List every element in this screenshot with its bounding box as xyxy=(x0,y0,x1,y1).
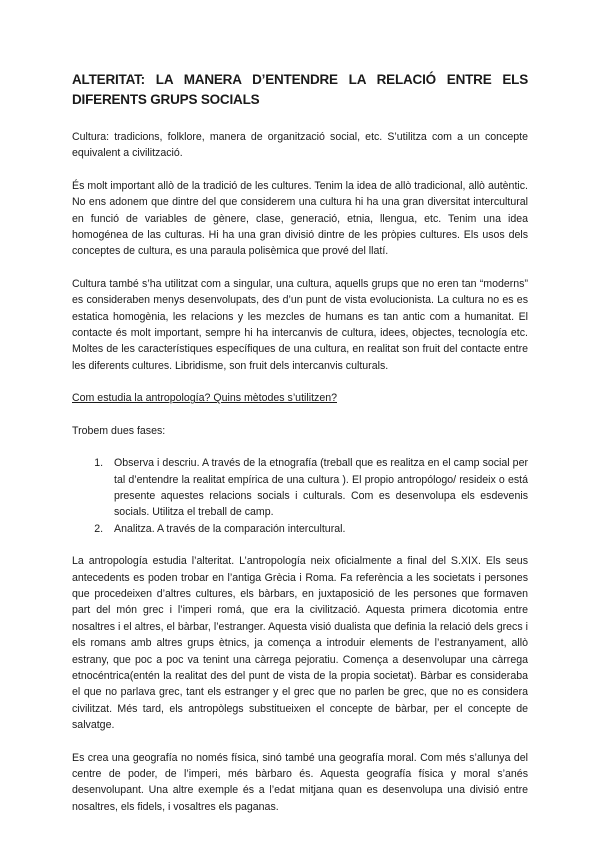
paragraph-phases-intro: Trobem dues fases: xyxy=(72,424,166,437)
spacer xyxy=(72,734,528,750)
document-title: ALTERITAT: LA MANERA D’ENTENDRE LA RELACIÓ ENTRE ELS DIFERENTS GRUPS SOCIALS xyxy=(72,72,528,107)
paragraph-culture-definition: Cultura: tradicions, folklore, manera de organització social, etc. S’utilitza com a un concepte equivalent a civilització. xyxy=(72,131,528,160)
paragraph-tradition: És molt important allò de la tradició de les cultures. Tenim la idea de allò tradicional, allò autèntic. No ens adonem que dintre del que considerem una cultura hi ha una gran diversitat intercultural en funció de variables de gènere, clase, generació, etnia, llengua, etc. Tenim una idea homogénea de las culturas. Hi ha una gran divisió dintre de les pròpies cultures. Els usos dels conceptes de cultura, es una paraula polisèmica que prové del llatí. xyxy=(72,179,528,258)
paragraph-alterity: La antropología estudia l’alteritat. L’antropología neix oficialmente a final del S.XIX. Els seus antecedents es poden trobar en l’antiga Grècia i Roma. Fa referència a les societats i persones que procedeixen d’altres cultures, els bàrbars, en juxtaposició de les persones que formaven part del món grec i l’imperi romá, que era la civilització. Aquesta primera dicotomia entre nosaltres i el altres, el bàrbar, l’estranger. Aquesta visió dualista que definia la relació dels grecs i els romans amb altres grups ètnics, ja comença a introduir elements de l’estranyament, allò estrany, que poc a poc va tenint una càrrega pejoratiu. Comença a desenvolupar una càrrega etnocéntrica(entén la realitat des del punt de vista de la propia societat). Bàrbar es consideraba el que no parlava grec, tant els estranger y el grec que no parlen be grec, que no es considera civilitzat. Més tard, els antropòlegs substitueixen el concepte de bàrbar, per el concepte de salvatge. xyxy=(72,555,528,732)
spacer xyxy=(72,260,528,276)
phases-list xyxy=(72,455,528,537)
spacer xyxy=(72,439,528,455)
list-item: 2. Analitza. A través de la comparación intercultural. xyxy=(106,521,528,537)
subheading-methods: Com estudia la antropología? Quins mètodes s’utilitzen? xyxy=(72,392,337,405)
spacer xyxy=(72,162,528,178)
paragraph-singular-culture: Cultura també s’ha utilitzat com a singular, una cultura, aquells grups que no eren tan “moderns” es consideraben menys desenvolupats, des d’un punt de vista evolucionista. La cultura no es es estatica homogènia, les relacions y les mezcles de humans es tan antic com a humanitat. El contacte és molt important, sempre hi ha intercanvis de cultura, idees, objectes, tecnología etc. Moltes de les característiques específiques de una cultura, en realitat son fruit del contacte entre les diferents cultures. Libridisme, son fruit dels intercanvis culturals. xyxy=(72,277,528,372)
list-item: 1. Observa i descriu. A través de la etnografía (treball que es realitza en el camp social per tal d’entendre la realitat empírica de una cultura ). El propio antropólogo/ resideix o está presente aquestes relacions socials i culturals. Com es desenvolupa els esdevenis socials. Utilitza el treball de camp. xyxy=(106,455,528,521)
spacer xyxy=(72,374,528,390)
spacer xyxy=(72,407,528,423)
spacer xyxy=(72,537,528,553)
paragraph-moral-geography: Es crea una geografía no només física, sinó també una geografía moral. Com més s’allunya del centre de poder, de l’imperi, més bàrbaro és. Aquesta geografía física y moral s’anés desenvolupant. Una altre exemple és a l’edat mitjana quan es desenvolupa una divisió entre nosaltres, els fidels, i vosaltres els paganas. xyxy=(72,751,528,813)
